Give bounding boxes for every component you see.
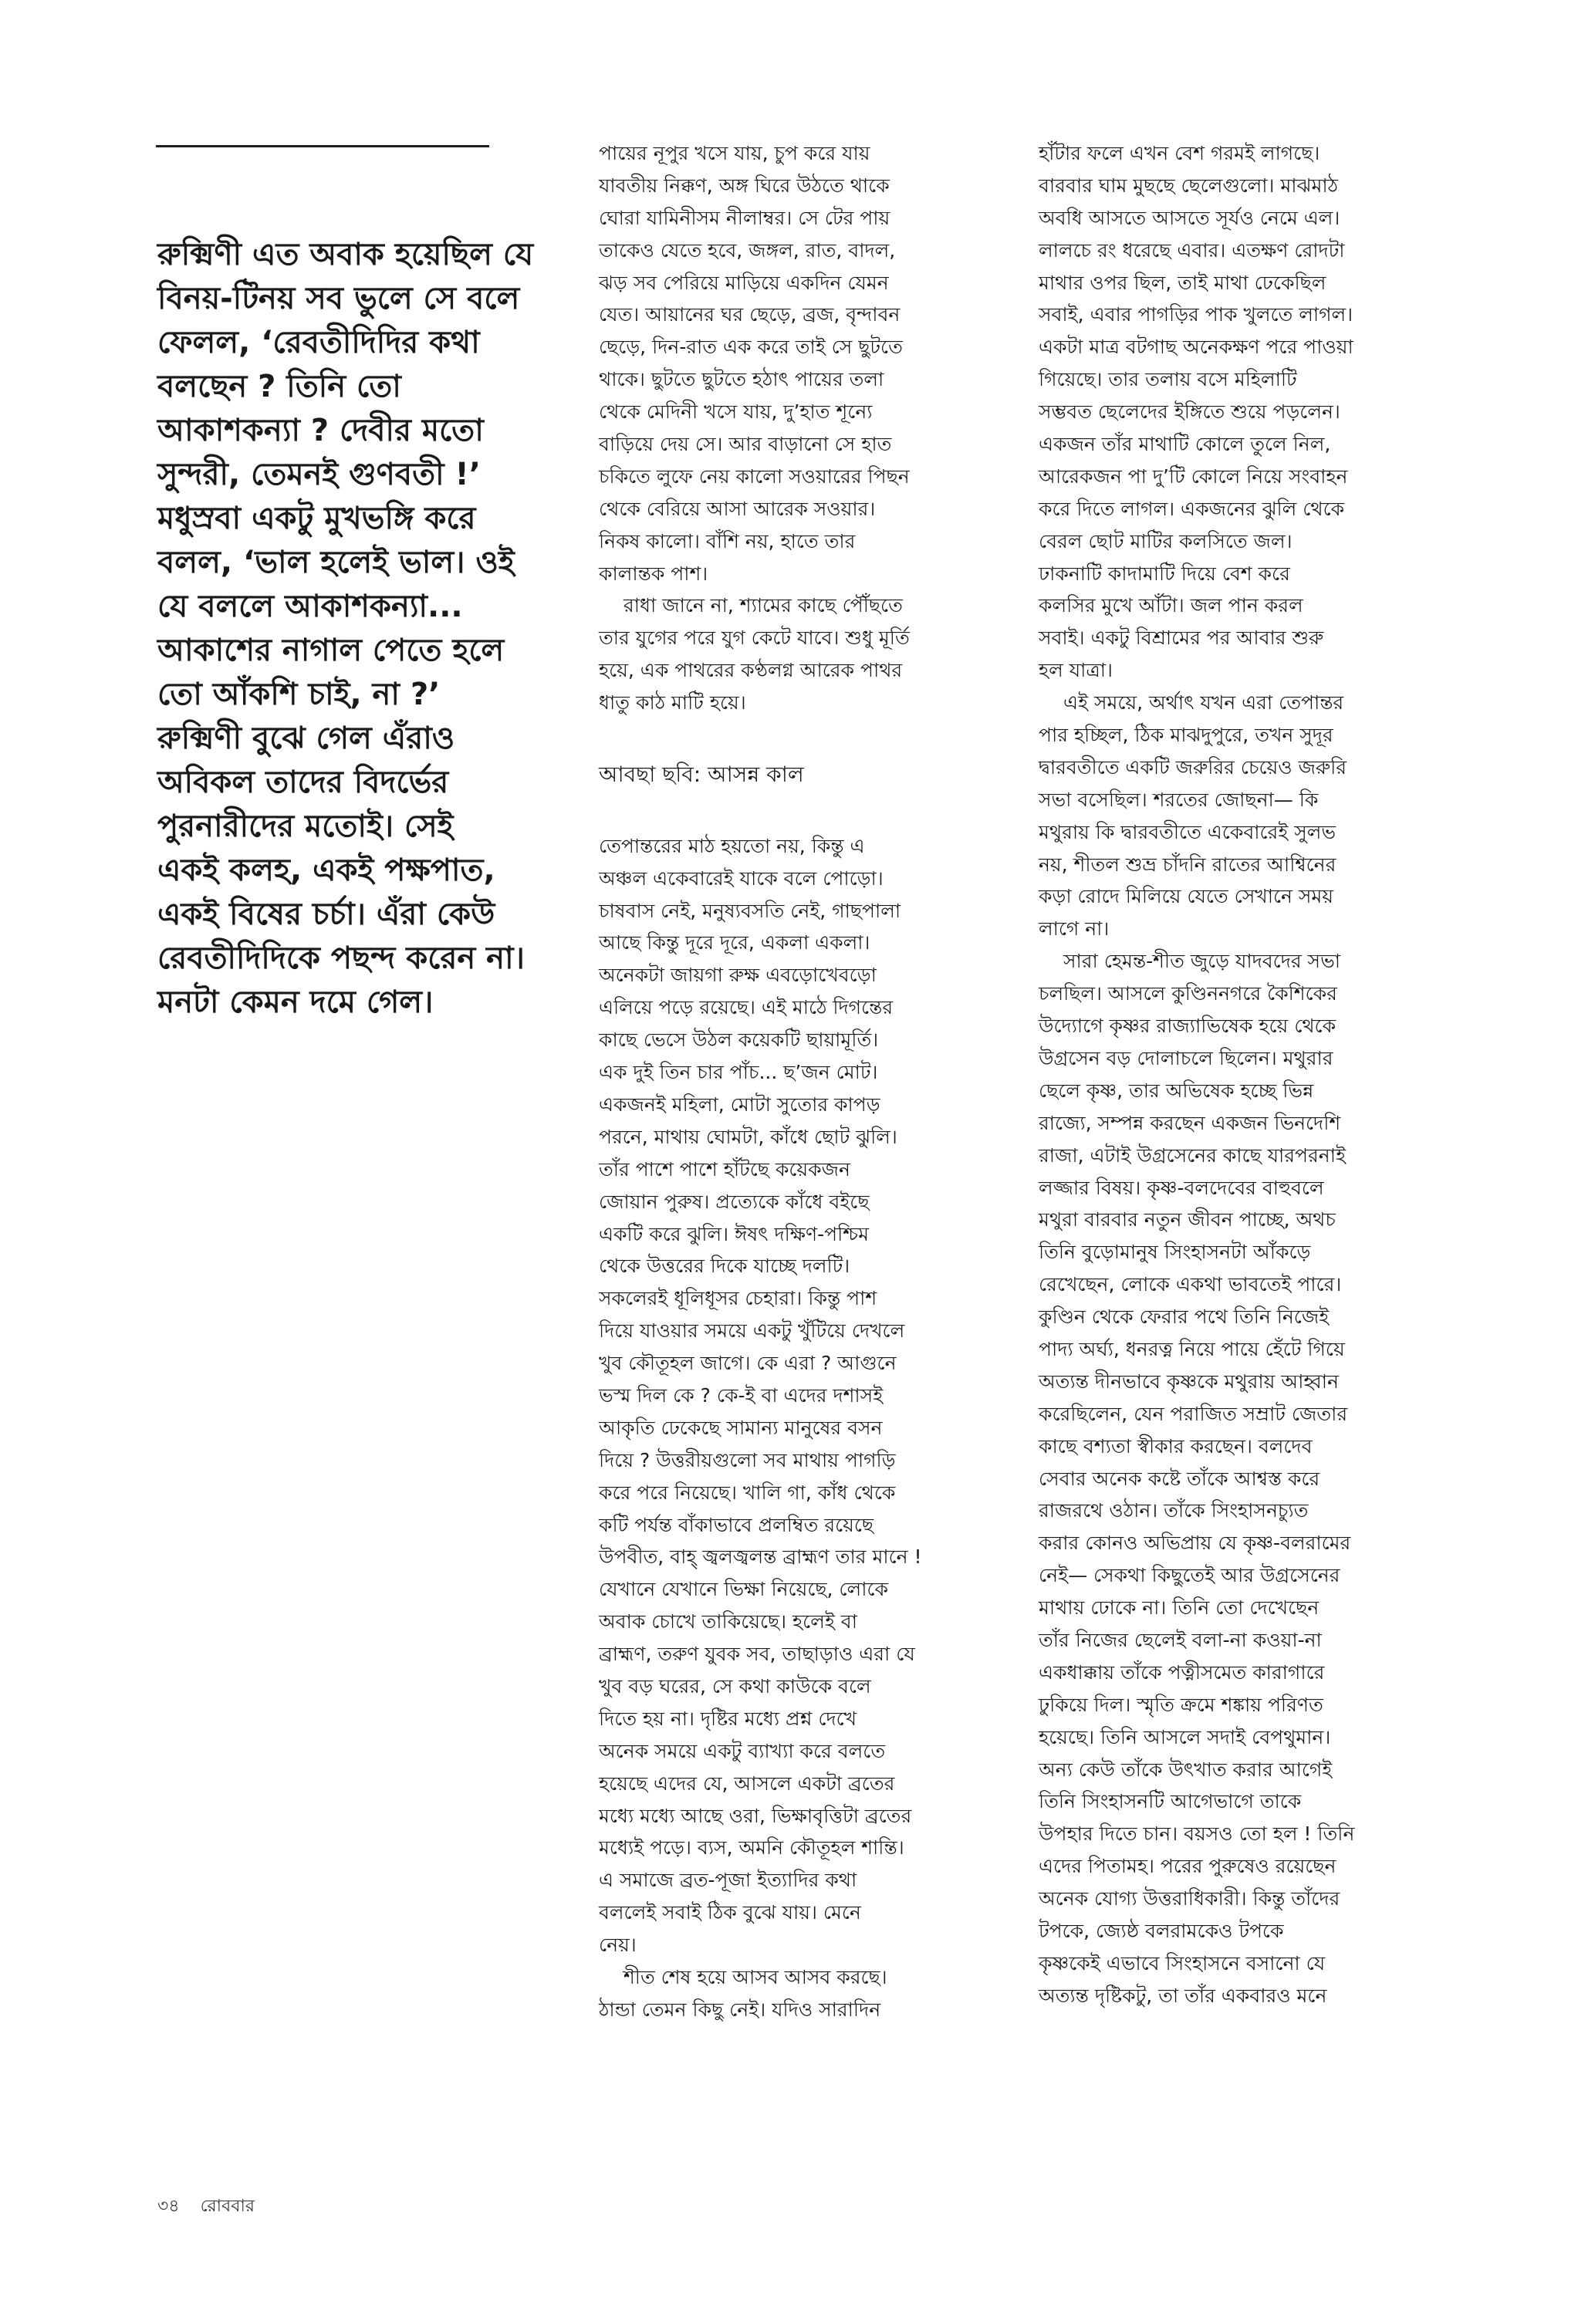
- paragraph: [599, 589, 1000, 719]
- text-line: ঢাকনাটি কাদামাটি দিয়ে বেশ করে: [1039, 562, 1290, 585]
- text-line: বারবার ঘাম মুছছে ছেলেগুলো। মাঝমাঠ: [1039, 174, 1338, 197]
- text-line: টপকে, জ্যেষ্ঠ বলরামকেও টপকে: [1039, 1919, 1284, 1942]
- page-footer: [157, 2193, 270, 2221]
- text-line: তিনি বুড়োমানুষ সিংহাসনটা আঁকড়ে: [1039, 1241, 1311, 1264]
- text-line: হয়েছে। তিনি আসলে সদাই বেপথুমান।: [1039, 1725, 1331, 1748]
- text-line: তাঁর নিজের ছেলেই বলা-না কওয়া-না: [1039, 1628, 1322, 1651]
- text-line: কৃষ্ণকেই এভাবে সিংহাসনে বসানো যে: [1039, 1951, 1326, 1974]
- text-line: ধাতু কাঠ মাটি হয়ে।: [599, 691, 746, 714]
- text-line: অঞ্চল একেবারেই যাকে বলে পোড়ো।: [599, 866, 884, 890]
- text-line: সকলেরই ধূলিধূসর চেহারা। কিন্তু পাশ: [599, 1287, 877, 1310]
- text-line: ছেড়ে, দিন-রাত এক করে তাই সে ছুটতে: [599, 336, 903, 359]
- text-line: কাছে বশ্যতা স্বীকার করছেন। বলদেব: [1039, 1434, 1313, 1458]
- page-number: ৩৪: [157, 2197, 180, 2216]
- text-line: একজন তাঁর মাথাটি কোলে তুলে নিল,: [1039, 433, 1331, 456]
- section-heading: আবছা ছবি: আসন্ন কাল: [599, 761, 804, 787]
- text-line: অত্যন্ত দীনভাবে কৃষ্ণকে মথুরায় আহ্বান: [1039, 1370, 1339, 1393]
- text-line: বলল, ‘ভাল হলেই ভাল। ওই: [157, 545, 515, 580]
- text-line: দিয়ে যাওয়ার সময়ে একটু খুঁটিয়ে দেখলে: [599, 1319, 905, 1343]
- text-line: রাধা জানে না, শ্যামের কাছে পৌঁছতে: [623, 594, 903, 617]
- text-line: রেবতীদিদিকে পছন্দ করেন না।: [157, 941, 525, 976]
- text-line: আকৃতি ঢেকেছে সামান্য মানুষের বসন: [599, 1416, 883, 1439]
- text-line: থেকে বেরিয়ে আসা আরেক সওয়ার।: [599, 497, 876, 520]
- text-line: পাদ্য অর্ঘ্য, ধনরত্ন নিয়ে পায়ে হেঁটে গিয়ে: [1039, 1337, 1345, 1360]
- text-line: কলসির মুখে আঁটা। জল পান করল: [1039, 594, 1303, 617]
- text-line: মধুস্রবা একটু মুখভঙ্গি করে: [157, 501, 476, 536]
- text-line: তিনি সিংহাসনটি আগেভাগে তাকে: [1039, 1790, 1302, 1813]
- text-line: কটি পর্যন্ত বাঁকাভাবে প্রলম্বিত রয়েছে: [599, 1513, 874, 1536]
- text-line: অবধি আসতে আসতে সূর্যও নেমে এল।: [1039, 206, 1340, 229]
- text-line: রুক্মিণী এত অবাক হয়েছিল যে: [157, 237, 534, 272]
- text-line: মাথার ওপর ছিল, তাই মাথা ঢেকেছিল: [1039, 271, 1326, 294]
- text-line: মধ্যেই পড়ে। ব্যস, অমনি কৌতূহল শান্তি।: [599, 1836, 904, 1860]
- text-line: রাজ্যে, সম্পন্ন করছেন একজন ভিনদেশি: [1039, 1111, 1341, 1134]
- text-line: হয়ে, এক পাথরের কণ্ঠলগ্ন আরেক পাথর: [599, 659, 903, 682]
- text-line: কড়া রোদে মিলিয়ে যেতে সেখানে সময়: [1039, 885, 1333, 908]
- text-line: খুব বড় ঘরের, সে কথা কাউকে বলে: [599, 1674, 871, 1697]
- text-line: ভস্ম দিল কে ? কে-ই বা এদের দশাসই: [599, 1383, 884, 1407]
- text-line: এক দুই তিন চার পাঁচ... ছ’জন মোট।: [599, 1061, 878, 1084]
- text-line: সম্ভবত ছেলেদের ইঙ্গিতে শুয়ে পড়লেন।: [1039, 400, 1340, 424]
- text-line: লাগে না।: [1039, 917, 1110, 941]
- text-line: এই সময়ে, অর্থাৎ যখন এরা তেপান্তর: [1063, 691, 1344, 714]
- text-line: মথুরা বারবার নতুন জীবন পাচ্ছে, অথচ: [1039, 1208, 1336, 1231]
- text-line: উপবীত, বাহ্‌ জ্বলজ্বলন্ত ব্রাহ্মণ তার মানে !: [599, 1545, 922, 1569]
- text-line: তেপান্তরের মাঠ হয়তো নয়, কিন্তু এ: [599, 834, 865, 857]
- text-line: মনটা কেমন দমে গেল।: [157, 985, 434, 1020]
- text-line: হল যাত্রা।: [1039, 659, 1113, 682]
- text-line: সবাই। একটু বিশ্রামের পর আবার শুরু: [1039, 627, 1324, 650]
- text-line: একধাক্কায় তাঁকে পত্নীসমেত কারাগারে: [1039, 1660, 1325, 1684]
- text-line: অন্য কেউ তাঁকে উৎখাত করার আগেই: [1039, 1758, 1333, 1781]
- paragraph: [599, 1961, 1000, 2026]
- text-line: যেখানে যেখানে ভিক্ষা নিয়েছে, লোকে: [599, 1578, 888, 1601]
- text-line: ব্রাহ্মণ, তরুণ যুবক সব, তাছাড়াও এরা যে: [599, 1643, 915, 1666]
- text-line: অনেক যোগ্য উত্তরাধিকারী। কিন্তু তাঁদের: [1039, 1887, 1340, 1910]
- text-line: যেত। আয়ানের ঘর ছেড়ে, ব্রজ, বৃন্দাবন: [599, 303, 901, 326]
- text-line: আছে কিন্তু দূরে দূরে, একলা একলা।: [599, 931, 870, 954]
- text-line: মধ্যে মধ্যে আছে ওরা, ভিক্ষাবৃত্তিটা ব্রতের: [599, 1804, 912, 1827]
- text-line: রেখেছেন, লোকে একথা ভাবতেই পারে।: [1039, 1273, 1342, 1296]
- text-line: এলিয়ে পড়ে রয়েছে। এই মাঠে দিগন্তের: [599, 996, 894, 1019]
- text-line: থেকে মেদিনী খসে যায়, দু’হাত শূন্যে: [599, 400, 873, 424]
- text-line: সবাই, এবার পাগড়ির পাক খুলতে লাগল।: [1039, 303, 1353, 326]
- text-line: সেবার অনেক কষ্টে তাঁকে আশ্বস্ত করে: [1039, 1467, 1320, 1490]
- text-line: চকিতে লুফে নেয় কালো সওয়ারের পিছন: [599, 464, 910, 488]
- text-line: রাজা, এটাই উগ্রসেনের কাছে যারপরনাই: [1039, 1143, 1346, 1167]
- text-line: অবিকল তাদের বিদর্ভের: [157, 765, 449, 800]
- middle-column: [599, 137, 1000, 2026]
- text-line: চলছিল। আসলে কুণ্ডিননগরে কৈশিকের: [1039, 982, 1337, 1005]
- paragraph: [1039, 945, 1455, 2012]
- text-line: তাঁর পাশে পাশে হাঁটছে কয়েকজন: [599, 1157, 850, 1181]
- text-line: তো আঁকশি চাই, না ?’: [157, 677, 441, 712]
- text-line: একটি করে ঝুলি। ঈষৎ দক্ষিণ-পশ্চিম: [599, 1222, 869, 1245]
- text-line: একই কলহ, একই পক্ষপাত,: [157, 853, 495, 888]
- text-line: ফেলল, ‘রেবতীদিদির কথা: [157, 325, 480, 360]
- text-line: অনেকটা জায়গা রুক্ষ এবড়োখেবড়ো: [599, 964, 877, 987]
- text-line: পুরনারীদের মতোই। সেই: [157, 809, 454, 844]
- text-line: একটা মাত্র বটগাছ অনেকক্ষণ পরে পাওয়া: [1039, 336, 1353, 359]
- text-line: নেই— সেকথা কিছুতেই আর উগ্রসেনের: [1039, 1564, 1340, 1587]
- text-line: করে দিতে লাগল। একজনের ঝুলি থেকে: [1039, 497, 1345, 520]
- text-line: কুণ্ডিন থেকে ফেরার পথে তিনি নিজেই: [1039, 1306, 1330, 1329]
- pullquote: [157, 233, 574, 1025]
- text-line: সুন্দরী, তেমনই গুণবতী !’: [157, 457, 481, 492]
- text-line: তাকেও যেতে হবে, জঙ্গল, রাত, বাদল,: [599, 238, 896, 262]
- text-line: ঢুকিয়ে দিল। স্মৃতি ক্রমে শঙ্কায় পরিণত: [1039, 1693, 1323, 1716]
- pullquote-top-rule: [156, 145, 489, 147]
- text-line: উপহার দিতে চান। বয়সও তো হল ! তিনি: [1039, 1822, 1355, 1846]
- text-line: হয়েছে এদের যে, আসলে একটা ব্রতের: [599, 1772, 895, 1795]
- text-line: একজনই মহিলা, মোটা সুতোর কাপড়: [599, 1093, 880, 1116]
- paragraph: [1039, 687, 1455, 945]
- text-line: রুক্মিণী বুঝে গেল এঁরাও: [157, 721, 455, 756]
- text-line: অনেক সময়ে একটু ব্যাখ্যা করে বলতে: [599, 1739, 886, 1762]
- text-line: আকাশের নাগাল পেতে হলে: [157, 633, 505, 668]
- text-line: নয়, শীতল শুভ্র চাঁদনি রাতের আশ্বিনের: [1039, 853, 1336, 876]
- text-line: ছেলে কৃষ্ণ, তার অভিষেক হচ্ছে ভিন্ন: [1039, 1079, 1314, 1102]
- text-line: করেছিলেন, যেন পরাজিত সম্রাট জেতার: [1039, 1402, 1348, 1425]
- text-line: শীত শেষ হয়ে আসব আসব করছে।: [623, 1965, 887, 1988]
- text-line: জোয়ান পুরুষ। প্রত্যেকে কাঁধে বইছে: [599, 1190, 870, 1213]
- paragraph: [1039, 137, 1455, 687]
- text-line: আরেকজন পা দু’টি কোলে নিয়ে সংবাহন: [1039, 464, 1348, 488]
- text-line: মথুরায় কি দ্বারবতীতে একেবারেই সুলভ: [1039, 820, 1336, 843]
- paragraph: [599, 137, 1000, 589]
- text-line: একই বিষের চর্চা। এঁরা কেউ: [157, 897, 495, 932]
- paragraph: [599, 830, 1000, 1961]
- text-line: নেয়।: [599, 1934, 637, 1957]
- text-line: করে পরে নিয়েছে। খালি গা, কাঁধ থেকে: [599, 1481, 896, 1504]
- text-line: দিয়ে ? উত্তরীয়গুলো সব মাথায় পাগড়ি: [599, 1448, 896, 1471]
- text-line: তার যুগের পরে যুগ কেটে যাবে। শুধু মূর্তি: [599, 627, 910, 650]
- text-line: ঘোরা যামিনীসম নীলাম্বর। সে টের পায়: [599, 206, 890, 229]
- text-line: বিনয়-টিনয় সব ভুলে সে বলে: [157, 281, 520, 316]
- text-line: কাছে ভেসে উঠল কয়েকটি ছায়ামূর্তি।: [599, 1029, 879, 1052]
- text-line: এদের পিতামহ। পরের পুরুষেও রয়েছেন: [1039, 1855, 1336, 1878]
- text-line: বললেই সবাই ঠিক বুঝে যায়। মেনে: [599, 1901, 861, 1924]
- text-line: থেকে উত্তরের দিকে যাচ্ছে দলটি।: [599, 1255, 850, 1278]
- text-line: ঝড় সব পেরিয়ে মাড়িয়ে একদিন যেমন: [599, 271, 889, 294]
- text-line: উগ্রসেন বড় দোলাচলে ছিলেন। মথুরার: [1039, 1046, 1333, 1069]
- text-line: লজ্জার বিষয়। কৃষ্ণ-বলদেবের বাহুবলে: [1039, 1176, 1324, 1199]
- text-line: থাকে। ছুটতে ছুটতে হঠাৎ পায়ের তলা: [599, 368, 884, 391]
- text-line: পার হচ্ছিল, ঠিক মাঝদুপুরে, তখন সুদূর: [1039, 724, 1333, 747]
- text-line: এ সমাজে ব্রত-পূজা ইত্যাদির কথা: [599, 1869, 857, 1892]
- text-line: গিয়েছে। তার তলায় বসে মহিলাটি: [1039, 368, 1297, 391]
- text-line: চাষবাস নেই, মনুষ্যবসতি নেই, গাছপালা: [599, 899, 901, 922]
- text-line: যাবতীয় নিক্কণ, অঙ্গ ঘিরে উঠতে থাকে: [599, 174, 890, 197]
- publication-name: রোববার: [200, 2197, 255, 2216]
- text-line: কালান্তক পাশ।: [599, 562, 708, 585]
- text-line: খুব কৌতূহল জাগে। কে এরা ? আগুনে: [599, 1352, 897, 1375]
- text-line: যে বললে আকাশকন্যা...: [157, 589, 463, 624]
- text-line: করার কোনও অভিপ্রায় যে কৃষ্ণ-বলরামের: [1039, 1532, 1351, 1555]
- text-line: সারা হেমন্ত-শীত জুড়ে যাদবদের সভা: [1063, 950, 1340, 973]
- text-line: দ্বারবতীতে একটি জরুরির চেয়েও জরুরি: [1039, 755, 1347, 779]
- text-line: বেরল ছোট মাটির কলসিতে জল।: [1039, 529, 1293, 552]
- text-line: আকাশকন্যা ? দেবীর মতো: [157, 413, 484, 448]
- text-line: অবাক চোখে তাকিয়েছে। হলেই বা: [599, 1610, 857, 1633]
- text-line: পায়ের নূপুর খসে যায়, চুপ করে যায়: [599, 142, 870, 164]
- text-line: দিতে হয় না। দৃষ্টির মধ্যে প্রশ্ন দেখে: [599, 1707, 857, 1730]
- text-line: ঠান্ডা তেমন কিছু নেই। যদিও সারাদিন: [599, 1998, 881, 2021]
- text-line: বলছেন ? তিনি তো: [157, 369, 401, 404]
- right-column: [1039, 137, 1455, 2012]
- text-line: রাজরথে ওঠান। তাঁকে সিংহাসনচ্যুত: [1039, 1499, 1309, 1522]
- text-line: লালচে রং ধরেছে এবার। এতক্ষণ রোদটা: [1039, 238, 1345, 262]
- text-line: হাঁটার ফলে এখন বেশ গরমই লাগছে।: [1039, 142, 1320, 164]
- text-line: মাথায় ঢোকে না। তিনি তো দেখেছেন: [1039, 1596, 1320, 1620]
- text-line: সভা বসেছিল। শরতের জোছনা— কি: [1039, 788, 1319, 811]
- text-line: অত্যন্ত দৃষ্টিকটু, তা তাঁর একবারও মনে: [1039, 1984, 1327, 2007]
- text-line: নিকষ কালো। বাঁশি নয়, হাতে তার: [599, 529, 856, 552]
- text-line: পরনে, মাথায় ঘোমটা, কাঁধে ছোট ঝুলি।: [599, 1125, 897, 1148]
- text-line: উদ্যোগে কৃষ্ণর রাজ্যাভিষেক হয়ে থেকে: [1039, 1015, 1336, 1038]
- text-line: বাড়িয়ে দেয় সে। আর বাড়ানো সে হাত: [599, 433, 892, 456]
